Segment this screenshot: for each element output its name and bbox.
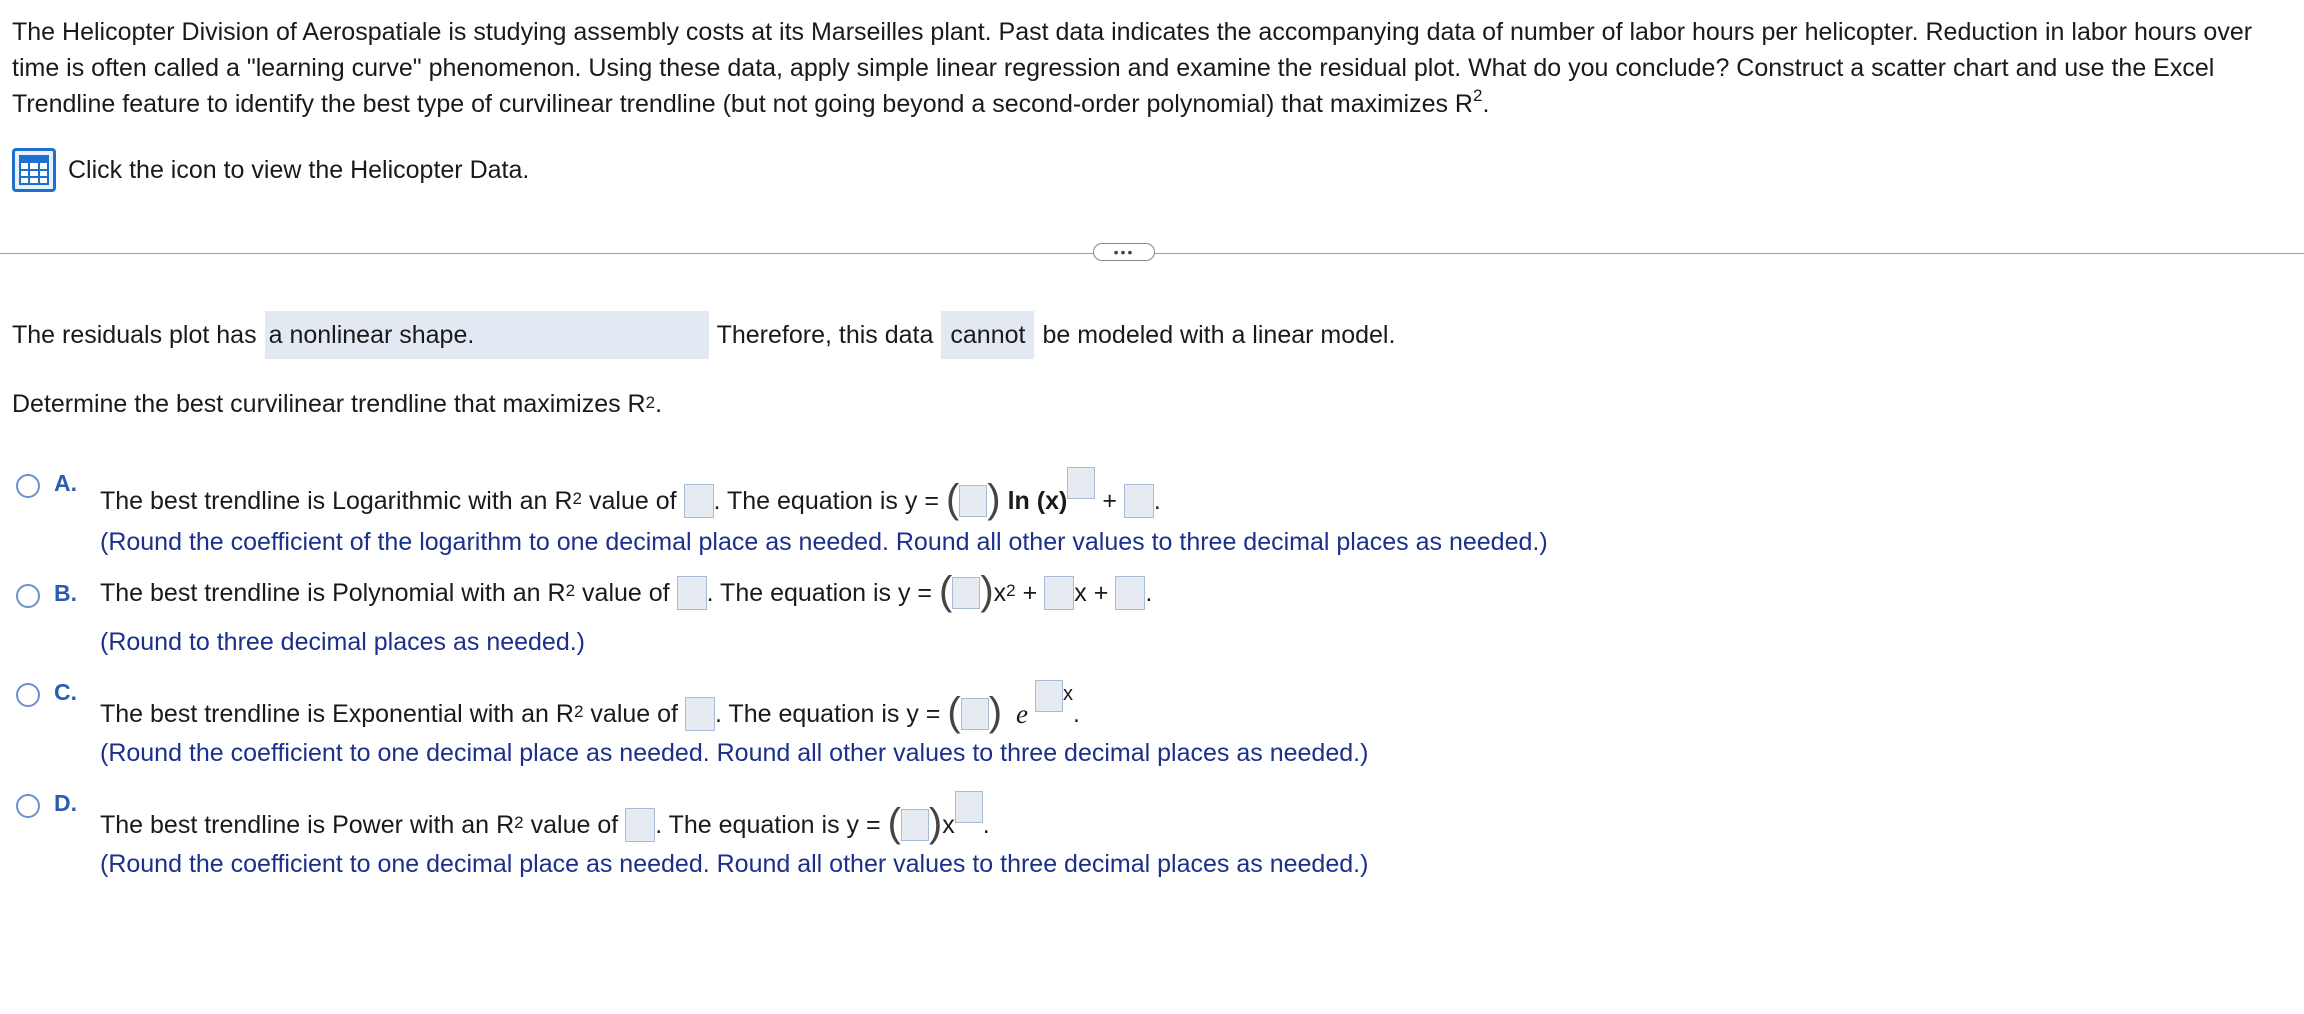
option-b-letter[interactable]: B. [54,580,77,606]
residual-shape-dropdown[interactable]: a nonlinear shape. [265,311,709,359]
question-text [12,14,2292,122]
option-d-r2-input[interactable] [625,808,655,842]
option-a-eq-prefix: . The equation is y = [713,486,939,515]
option-c-period: . [1073,699,1080,728]
option-c-eq-prefix: . The equation is y = [714,699,941,728]
option-d-exponent-input[interactable] [955,791,983,823]
option-a-value-of: value of [588,486,677,515]
option-b-a-input[interactable] [952,577,980,609]
option-d-eq-prefix: . The equation is y = [655,810,881,839]
option-a-note: (Round the coefficient of the logarithm to one decimal place as needed. Round all other values to three decimal places as needed.) [100,528,1548,556]
option-a-ln: ln (x) [1007,486,1068,515]
option-b-plus-1: + [1022,578,1038,607]
determine-period: . [655,390,663,418]
option-b-x2: x [993,578,1007,607]
option-a-constant-input[interactable] [1124,484,1154,518]
helicopter-data-label[interactable]: Click the icon to view the Helicopter Data. [68,155,530,184]
option-d-text: The best trendline is Power with an [100,810,490,839]
option-b-period: . [1145,578,1153,607]
option-c-statement: The best trendline is Exponential with an R $^2$ value of . The equation is y = ( ) e x . [100,697,1080,731]
option-b-eq-prefix: . The equation is y = [706,578,932,607]
option-c-r2-input[interactable] [685,697,715,731]
option-b-open-paren: ( [939,569,953,613]
option-b-x: x [1074,578,1087,607]
option-d-note: (Round the coefficient to one decimal place as needed. Round all other values to three decimal places as needed.) [100,850,1369,878]
option-a-r: R [554,486,573,515]
option-c-x: x [1063,682,1074,705]
option-d-r: R [496,810,515,839]
option-a-coefficient-input[interactable] [959,485,987,517]
option-c-text: The best trendline is Exponential with an [100,699,549,728]
option-a-exponent-input[interactable] [1067,467,1095,499]
option-d-period: . [982,810,990,839]
helicopter-data-link[interactable] [12,148,529,192]
option-a-open-paren: ( [945,477,960,521]
determine-text: Determine the best curvilinear trendline that maximizes R [12,390,646,418]
option-d-value-of: value of [530,810,619,839]
option-a-close-paren: ) [987,477,1001,521]
determine-prompt: Determine the best curvilinear trendline that maximizes R $^2$ . [12,390,663,418]
option-b-plus-2: + [1093,578,1109,607]
option-c-close-paren: ) [988,690,1003,734]
option-c-exponent-input[interactable] [1035,680,1063,712]
residuals-prefix: The residuals plot has [12,320,257,349]
option-c-value-of: value of [590,699,678,728]
option-d-statement: The best trendline is Power with an R $^2$ value of . The equation is y = ( ) x . [100,808,990,842]
more-ellipsis-button[interactable]: ••• [1093,243,1155,261]
linear-model-dropdown[interactable]: cannot [941,311,1034,359]
option-a-text: The best trendline is Logarithmic with an [100,486,548,515]
option-b-note: (Round to three decimal places as needed.) [100,628,586,656]
option-c-e: e [1016,698,1029,729]
option-b-r: R [547,578,566,607]
option-b-r2-input[interactable] [677,576,707,610]
residuals-statement [12,311,1395,359]
option-b-text: The best trendline is Polynomial with an [100,578,541,607]
option-b-c-input[interactable] [1115,576,1145,610]
option-c-coefficient-input[interactable] [961,698,989,730]
option-d-open-paren: ( [887,801,901,845]
option-b-value-of: value of [582,578,670,607]
option-a-period: . [1153,486,1161,515]
option-a-r2-input[interactable] [684,484,714,518]
option-c-note: (Round the coefficient to one decimal place as needed. Round all other values to three decimal places as needed.) [100,739,1369,767]
option-c-r: R [555,699,574,728]
option-d-close-paren: ) [928,801,943,845]
option-d-letter[interactable]: D. [54,790,77,816]
option-c-radio[interactable] [16,683,40,707]
option-b-statement: The best trendline is Polynomial with an R $^2$ value of . The equation is y = ( ) x $^2$ + x + . [100,569,1153,613]
option-a-letter[interactable]: A. [54,470,77,496]
option-c-letter[interactable]: C. [54,679,77,705]
option-b-radio[interactable] [16,584,40,608]
residuals-suffix: be modeled with a linear model. [1042,320,1396,349]
option-a-radio[interactable] [16,474,40,498]
option-a-plus: + [1102,486,1117,515]
option-b-close-paren: ) [980,569,994,613]
question-superscript: 2 [1472,85,1483,105]
option-d-radio[interactable] [16,794,40,818]
option-a-statement: The best trendline is Logarithmic with an R $^2$ value of . The equation is y = ( ) ln (x) + . [100,484,1161,518]
option-c-open-paren: ( [947,690,961,734]
option-b-b-input[interactable] [1044,576,1074,610]
question-period: . [1482,90,1490,118]
spreadsheet-icon[interactable] [12,148,56,192]
option-d-x: x [942,810,955,839]
residuals-middle: Therefore, this data [716,320,934,349]
option-d-coefficient-input[interactable] [901,809,929,841]
question-body: The Helicopter Division of Aerospatiale is studying assembly costs at its Marseilles plant. Past data indicates the accompanying data of number of labor hours per helicopter. Reduction in labor hours over time is often called a "learning curve" phenomenon. Using these data, apply simple linear regression and examine the residual plot. What do you conclude? Construct a scatter chart and use the Excel Trendline feature to identify the best type of curvilinear trendline (but not going beyond a second-order polynomial) that maximizes R [12,18,2253,118]
